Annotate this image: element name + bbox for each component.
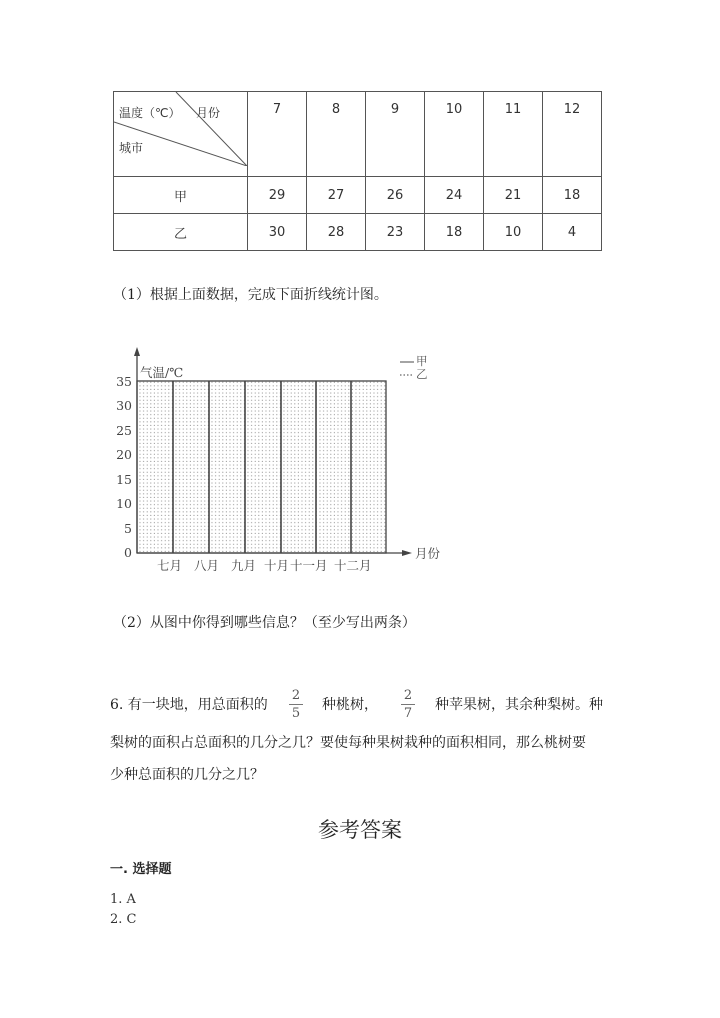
line-chart-grid <box>110 345 460 580</box>
x-tick: 十月 <box>264 558 290 573</box>
city-cell: 乙 <box>114 214 248 251</box>
month-header: 11 <box>484 92 543 177</box>
value-cell: 30 <box>248 214 307 251</box>
answers-section-choice: 一. 选择题 <box>110 862 172 877</box>
y-tick: 20 <box>116 447 132 462</box>
value-cell: 10 <box>484 214 543 251</box>
value-cell: 18 <box>425 214 484 251</box>
fraction-numerator: 2 <box>291 688 301 703</box>
x-tick: 十二月 <box>334 558 372 573</box>
answer-item: 2. C <box>110 912 137 927</box>
value-cell: 29 <box>248 177 307 214</box>
question-2: （2）从图中你得到哪些信息？（至少写出两条） <box>113 615 416 631</box>
table-header-row <box>114 92 602 177</box>
month-header: 10 <box>425 92 484 177</box>
question-6-line2: 梨树的面积占总面积的几分之几？要使每种果树栽种的面积相同，那么桃树要 <box>110 735 586 751</box>
y-tick: 35 <box>116 374 132 389</box>
month-header: 12 <box>543 92 602 177</box>
y-tick: 0 <box>124 545 132 560</box>
answer-item: 1. A <box>110 892 136 907</box>
answers-title: 参考答案 <box>318 818 402 842</box>
question-6-mid1: 种桃树， <box>322 697 378 713</box>
value-cell: 28 <box>307 214 366 251</box>
question-6-prefix: 6. 有一块地，用总面积的 <box>110 697 268 713</box>
y-tick: 25 <box>116 423 132 438</box>
fraction-bar <box>289 704 303 705</box>
question-1: （1）根据上面数据，完成下面折线统计图。 <box>113 287 388 303</box>
month-header: 9 <box>366 92 425 177</box>
y-axis-label: 气温/℃ <box>140 365 184 380</box>
month-header: 7 <box>248 92 307 177</box>
city-cell: 甲 <box>114 177 248 214</box>
legend-yi: 乙 <box>416 367 428 381</box>
temperature-table <box>113 91 602 251</box>
y-tick: 30 <box>116 398 132 413</box>
y-tick: 15 <box>116 472 132 487</box>
question-6-line3: 少种总面积的几分之几？ <box>110 767 264 783</box>
table-corner-cell <box>114 92 248 177</box>
y-tick: 5 <box>124 521 132 536</box>
fraction-2-5 <box>289 688 303 721</box>
corner-month-label: 月份 <box>196 106 221 120</box>
fraction-numerator: 2 <box>403 688 413 703</box>
value-cell: 23 <box>366 214 425 251</box>
fraction-bar <box>401 704 415 705</box>
value-cell: 27 <box>307 177 366 214</box>
value-cell: 24 <box>425 177 484 214</box>
table-row <box>114 214 602 251</box>
x-tick: 八月 <box>194 558 220 573</box>
value-cell: 26 <box>366 177 425 214</box>
question-6-mid2: 种苹果树，其余种梨树。种 <box>435 697 603 713</box>
value-cell: 4 <box>543 214 602 251</box>
corner-city-label: 城市 <box>119 141 144 155</box>
corner-temp-label: 温度（℃） <box>119 106 181 120</box>
fraction-denominator: 5 <box>291 706 301 721</box>
x-tick: 七月 <box>157 558 183 573</box>
fraction-denominator: 7 <box>403 706 413 721</box>
value-cell: 18 <box>543 177 602 214</box>
value-cell: 21 <box>484 177 543 214</box>
legend-jia: 甲 <box>416 354 428 368</box>
y-tick: 10 <box>116 496 132 511</box>
month-header: 8 <box>307 92 366 177</box>
table-row <box>114 177 602 214</box>
x-tick: 十一月 <box>290 558 328 573</box>
x-tick: 九月 <box>231 558 257 573</box>
fraction-2-7 <box>401 688 415 721</box>
x-axis-label: 月份 <box>415 546 441 561</box>
